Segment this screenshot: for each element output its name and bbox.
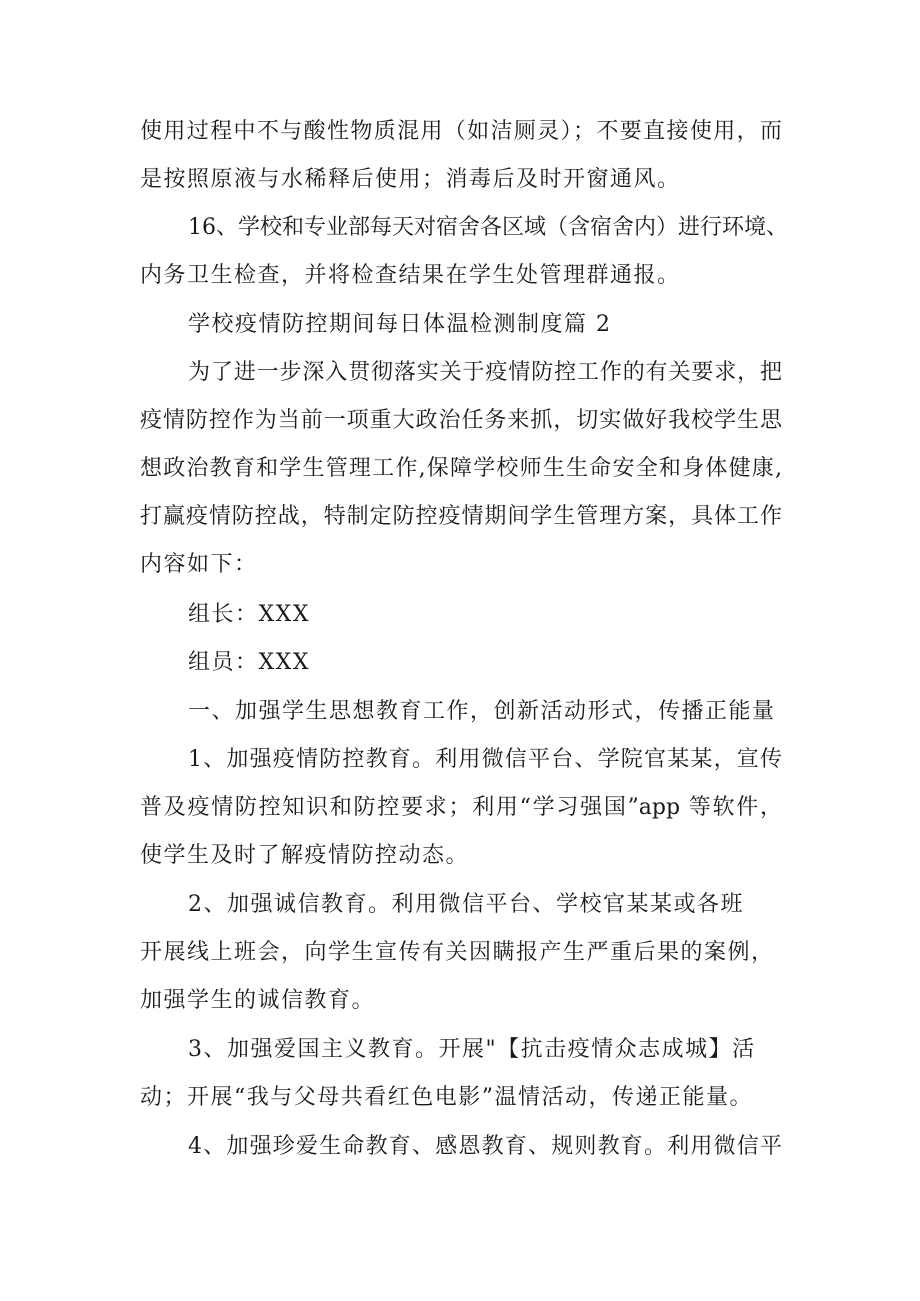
paragraph-line: 4、加强珍爱生命教育、感恩教育、规则教育。利用微信平 bbox=[188, 1134, 782, 1159]
paragraph-line: 为了进一步深入贯彻落实关于疫情防控工作的有关要求，把 bbox=[188, 360, 782, 385]
paragraph-line: 加强学生的诚信教育。 bbox=[140, 988, 376, 1013]
paragraph-line: 内务卫生检查，并将检查结果在学生处管理群通报。 bbox=[140, 263, 681, 288]
paragraph-line: 使用过程中不与酸性物质混用（如洁厕灵）；不要直接使用，而 bbox=[140, 119, 782, 144]
paragraph-line: 2、加强诚信教育。利用微信平台、学校官某某或各班 bbox=[188, 892, 744, 917]
section-heading: 学校疫情防控期间每日体温检测制度篇 2 bbox=[188, 312, 612, 337]
paragraph-line: 1、加强疫情防控教育。利用微信平台、学院官某某，宣传 bbox=[188, 747, 782, 772]
paragraph-line: 开展线上班会，向学生宣传有关因瞒报产生严重后果的案例， bbox=[140, 940, 775, 965]
paragraph-line: 打赢疫情防控战，特制定防控疫情期间学生管理方案，具体工作 bbox=[140, 504, 782, 529]
section-heading: 一、加强学生思想教育工作，创新活动形式，传播正能量 bbox=[188, 699, 776, 724]
paragraph-line: 动；开展“我与父母共看红色电影”温情活动，传递正能量。 bbox=[140, 1085, 753, 1110]
paragraph-line: 使学生及时了解疫情防控动态。 bbox=[140, 843, 470, 868]
paragraph-line: 16、学校和专业部每天对宿舍各区域（含宿舍内）进行环境、 bbox=[188, 215, 788, 240]
paragraph-line: 3、加强爱国主义教育。开展"【抗击疫情众志成城】活 bbox=[188, 1037, 756, 1062]
group-leader: 组长：XXX bbox=[188, 602, 310, 627]
paragraph-line: 普及疫情防控知识和防控要求；利用“学习强国”app 等软件， bbox=[140, 795, 782, 820]
group-members: 组员：XXX bbox=[188, 650, 310, 675]
paragraph-line: 疫情防控作为当前一项重大政治任务来抓，切实做好我校学生思 bbox=[140, 408, 782, 433]
paragraph-line: 内容如下： bbox=[140, 552, 258, 577]
paragraph-line: 想政治教育和学生管理工作,保障学校师生生命安全和身体健康, bbox=[140, 456, 782, 481]
paragraph-line: 是按照原液与水稀释后使用；消毒后及时开窗通风。 bbox=[140, 167, 681, 192]
